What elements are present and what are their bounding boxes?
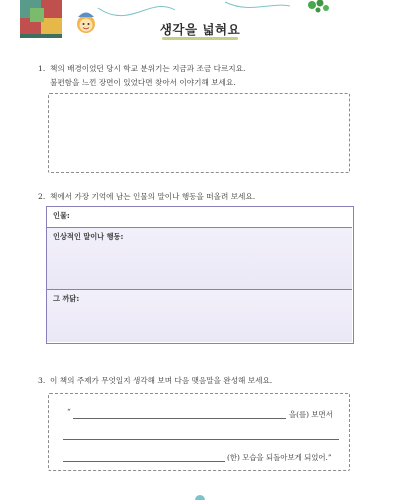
question-number: 1. [38,64,46,73]
completion-suffix-3: (한) 모습을 되돌아보게 되었어.” [227,453,332,462]
page-title: 생각을 넓혀요 [159,22,241,37]
completion-suffix-1: 을(를) 보면서 [289,410,333,419]
table-row-character[interactable] [47,207,352,227]
question-number: 2. [38,192,46,201]
table-row-words-actions[interactable] [47,227,352,289]
question-text: 불편함을 느낀 장면이 있었다면 찾아서 이야기해 보세요. [50,78,236,87]
table-row-reason[interactable] [47,289,352,342]
title-underline [162,37,238,40]
fill-in-blank-3[interactable] [63,461,225,462]
question-2 [38,190,255,204]
question-text: 책의 배경이었던 당시 학교 분위기는 지금과 조금 다르지요. [50,64,246,73]
open-quote: “ [67,407,71,416]
question-text: 책에서 가장 기억에 남는 인물의 말이나 행동을 떠올려 보세요. [50,192,256,201]
question-1 [38,62,245,90]
leaf-decoration-icon [308,0,329,13]
row-label: 인물: [53,211,70,220]
page-marker-icon [194,494,206,500]
question-text: 이 책의 주제가 무엇일지 생각해 보며 다음 맺음말을 완성해 보세요. [50,376,273,385]
row-label: 인상적인 말이나 행동: [53,232,124,241]
question-number: 3. [38,376,46,385]
fill-in-blank-2[interactable] [63,439,339,440]
decorative-swirl [98,6,175,15]
row-label: 그 까닭: [53,294,80,303]
question-3 [38,374,272,388]
answer-box-1[interactable] [48,93,350,173]
completion-box [48,393,350,471]
character-table [46,206,354,344]
fill-in-blank-1[interactable] [73,418,286,419]
